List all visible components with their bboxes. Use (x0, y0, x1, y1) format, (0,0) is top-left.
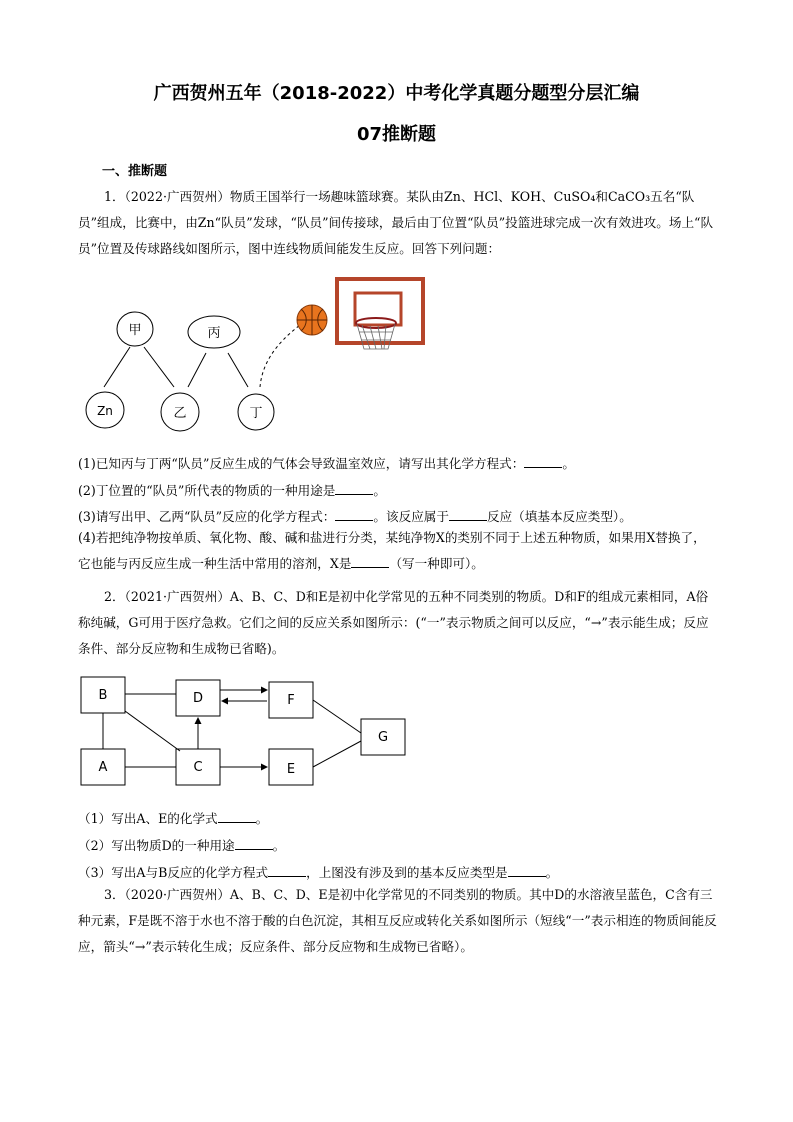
q2-label-c: C (193, 760, 203, 775)
answer-blank[interactable] (235, 848, 273, 850)
basketball-hoop-icon (337, 279, 423, 349)
q1-node-label-ding: 丁 (249, 406, 263, 421)
answer-blank[interactable] (351, 566, 389, 568)
answer-blank[interactable] (335, 519, 373, 521)
q2-label-g: G (377, 730, 389, 745)
answer-blank[interactable] (218, 821, 256, 823)
q2-label-e: E (286, 762, 296, 777)
q1-basketball-diagram (78, 275, 438, 440)
q1-sub4: (4)若把纯净物按单质、氧化物、酸、碱和盐进行分类，某纯净物X的类别不同于上述五种物质，如果用X替换了，它也能与丙反应生成一种生活中常用的溶剂，X是 （写一种即可）。 (78, 530, 706, 571)
q1-node-label-jia: 甲 (128, 323, 142, 338)
q1-intro: 1．（2022·广西贺州）物质王国举行一场趣味篮球赛。某队由Zn、HCl、KOH、CuSO₄和CaCO₃五名“队员”组成，比赛中，由Zn“队员”发球，“队员”间传接球，最后由丁位置“队员”投篮进球完成一次有效进攻。场上“队员”位置及传球路线如图所示，图中连线物质间能发生反应。回答下列问题： (78, 189, 714, 256)
q1-node-label-zn: Zn (97, 404, 113, 418)
answer-blank[interactable] (335, 493, 373, 495)
answer-blank[interactable] (524, 466, 562, 468)
document-title: 广西贺州五年（2018-2022）中考化学真题分题型分层汇编 (153, 83, 640, 104)
basketball-icon (297, 305, 327, 335)
answer-blank[interactable] (508, 875, 546, 877)
q2-label-a: A (98, 760, 108, 775)
q1-sub2: (2)丁位置的“队员”所代表的物质的一种用途是 。 (78, 483, 386, 498)
answer-blank[interactable] (268, 875, 306, 877)
q1-node-label-yi: 乙 (173, 406, 187, 421)
q2-sub1: （1）写出A、E的化学式 。 (78, 811, 269, 826)
q2-label-b: B (98, 688, 108, 703)
answer-blank[interactable] (449, 519, 487, 521)
q2-intro: 2．（2021·广西贺州）A、B、C、D和E是初中化学常见的五种不同类别的物质。D和F的组成元素相同，A俗称纯碱，G可用于医疗急救。它们之间的反应关系如图所示：(“一”表示物质之间可以反应，“→”表示能生成；反应条件、部分反应物和生成物已省略)。 (78, 589, 709, 656)
q2-relation-diagram (78, 675, 410, 795)
q2-sub2: （2）写出物质D的一种用途 。 (78, 838, 286, 853)
q1-node-label-bing: 丙 (207, 326, 221, 341)
q2-label-f: F (287, 693, 295, 708)
q2-label-d: D (192, 691, 204, 706)
document-subtitle: 07推断题 (356, 124, 437, 145)
section-heading: 一、推断题 (102, 164, 168, 179)
q1-sub1: (1)已知丙与丁两“队员”反应生成的气体会导致温室效应，请写出其化学方程式： 。 (78, 456, 575, 471)
q3-intro: 3．（2020·广西贺州）A、B、C、D、E是初中化学常见的不同类别的物质。其中D的水溶液呈蓝色，C含有三种元素，F是既不溶于水也不溶于酸的白色沉淀，其相互反应或转化关系如图所示（短线“一”表示相连的物质间能反应，箭头“→”表示转化生成；反应条件、部分反应物和生成物已省略）。 (78, 887, 717, 954)
q2-sub3: （3）写出A与B反应的化学方程式 ，上图没有涉及到的基本反应类型是 。 (78, 865, 559, 880)
q1-sub3: (3)请写出甲、乙两“队员”反应的化学方程式： 。该反应属于 反应（填基本反应类型）。 (78, 509, 632, 524)
